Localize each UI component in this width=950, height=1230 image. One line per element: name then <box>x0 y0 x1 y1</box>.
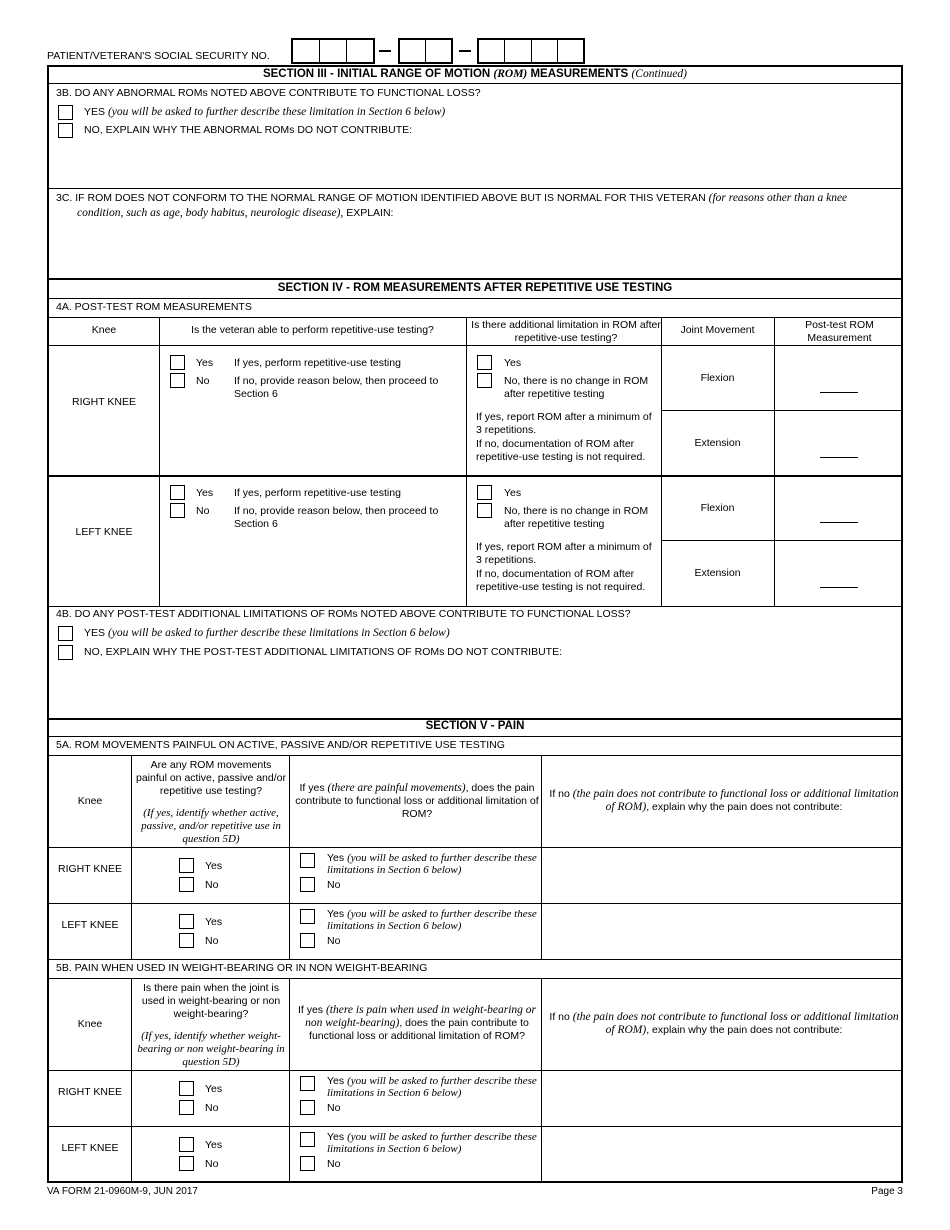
right-if-no-text: If no, provide reason below, then proceed to Section 6 <box>234 375 439 400</box>
5a-col-painful-note: (If yes, identify whether active, passive, and/or repetitive use in question 5D) <box>141 807 281 845</box>
left-add-yes-label: Yes <box>504 487 522 499</box>
question-4b: 4B. DO ANY POST-TEST ADDITIONAL LIMITATIONS OF ROMs NOTED ABOVE CONTRIBUTE TO FUNCTIONAL LOSS? <box>56 608 631 620</box>
question-3c: 3C. IF ROM DOES NOT CONFORM TO THE NORMAL RANGE OF MOTION IDENTIFIED ABOVE BUT IS NORMAL FOR THIS VETERAN (for reasons other than a knee condition, such as age, body habitus, neurologic disease), EXPLAIN: <box>56 192 848 219</box>
q3b-yes-checkbox[interactable] <box>58 105 73 120</box>
left-flexion-field[interactable] <box>820 522 858 523</box>
ssn-label: PATIENT/VETERAN'S SOCIAL SECURITY NO. <box>47 50 270 62</box>
left-able-yes-label: Yes <box>196 487 214 499</box>
left-knee-label: LEFT KNEE <box>75 526 133 538</box>
right-add-yes-label: Yes <box>504 357 522 369</box>
right-report-b: If no, documentation of ROM after repetitive-use testing is not required. <box>476 438 646 463</box>
5b-right-pain-no-checkbox[interactable] <box>179 1100 194 1115</box>
5b-right-contribute-yes-label: Yes (you will be asked to further describe these limitations in Section 6 below) <box>327 1075 537 1099</box>
5b-right-contribute-yes-checkbox[interactable] <box>300 1076 315 1091</box>
5b-col-pain: Is there pain when the joint is used in weight-bearing or non weight-bearing? <box>141 982 281 1020</box>
5b-left-explain-field[interactable] <box>545 1128 900 1180</box>
5b-left-pain-no-label: No <box>205 1158 219 1170</box>
right-add-yes-checkbox[interactable] <box>477 355 492 370</box>
question-5a: 5A. ROM MOVEMENTS PAINFUL ON ACTIVE, PASSIVE AND/OR REPETITIVE USE TESTING <box>56 739 505 751</box>
5b-right-contribute-no-label: No <box>327 1102 341 1114</box>
section-4-title: SECTION IV - ROM MEASUREMENTS AFTER REPETITIVE USE TESTING <box>277 282 673 294</box>
question-3b: 3B. DO ANY ABNORMAL ROMs NOTED ABOVE CONTRIBUTE TO FUNCTIONAL LOSS? <box>56 87 481 99</box>
ssn-dash <box>379 50 391 52</box>
q4b-explanation-field[interactable] <box>79 663 879 715</box>
5a-right-contribute-no-checkbox[interactable] <box>300 877 315 892</box>
right-flexion-field[interactable] <box>820 392 858 393</box>
right-flexion-label: Flexion <box>700 372 735 384</box>
5b-left-pain-yes-checkbox[interactable] <box>179 1137 194 1152</box>
left-extension-field[interactable] <box>820 587 858 588</box>
left-able-no-checkbox[interactable] <box>170 503 185 518</box>
5a-col-knee: Knee <box>77 795 103 807</box>
5a-left-explain-field[interactable] <box>545 905 900 957</box>
right-able-yes-label: Yes <box>196 357 214 369</box>
5b-left-contribute-no-checkbox[interactable] <box>300 1156 315 1171</box>
left-report-b: If no, documentation of ROM after repetitive-use testing is not required. <box>476 568 646 593</box>
question-5b: 5B. PAIN WHEN USED IN WEIGHT-BEARING OR IN NON WEIGHT-BEARING <box>56 962 428 974</box>
q3b-no-checkbox[interactable] <box>58 123 73 138</box>
q4b-yes-label: YES (you will be asked to further describe these limitations in Section 6 below) <box>84 627 450 639</box>
col-knee: Knee <box>91 324 117 336</box>
5b-left-contribute-no-label: No <box>327 1158 341 1170</box>
5a-left-contribute-yes-label: Yes (you will be asked to further describe these limitations in Section 6 below) <box>327 908 537 932</box>
5a-col-explain: If no (the pain does not contribute to functional loss or additional limitation of ROM), explain why the pain does not contribute: <box>549 788 899 813</box>
5a-right-painful-yes-label: Yes <box>205 860 223 872</box>
5a-right-explain-field[interactable] <box>545 849 900 901</box>
5b-right-pain-yes-checkbox[interactable] <box>179 1081 194 1096</box>
5a-col-contribute: If yes (there are painful movements), does the pain contribute to functional loss or additional limitation of ROM? <box>295 782 539 820</box>
q4b-no-checkbox[interactable] <box>58 645 73 660</box>
5a-right-knee-label: RIGHT KNEE <box>58 863 122 875</box>
5a-right-contribute-yes-label: Yes (you will be asked to further describe these limitations in Section 6 below) <box>327 852 537 876</box>
5a-left-painful-yes-checkbox[interactable] <box>179 914 194 929</box>
q4b-yes-checkbox[interactable] <box>58 626 73 641</box>
left-able-yes-checkbox[interactable] <box>170 485 185 500</box>
5a-left-painful-no-checkbox[interactable] <box>179 933 194 948</box>
section-5-title: SECTION V - PAIN <box>425 720 525 732</box>
5a-left-contribute-yes-checkbox[interactable] <box>300 909 315 924</box>
right-add-no-checkbox[interactable] <box>477 373 492 388</box>
right-add-no-label: No, there is no change in ROM after repetitive testing <box>504 375 649 400</box>
left-add-no-label: No, there is no change in ROM after repetitive testing <box>504 505 649 530</box>
5a-left-painful-no-label: No <box>205 935 219 947</box>
left-add-no-checkbox[interactable] <box>477 503 492 518</box>
col-additional: Is there additional limitation in ROM after repetitive-use testing? <box>471 319 661 344</box>
5a-right-painful-no-checkbox[interactable] <box>179 877 194 892</box>
5b-left-knee-label: LEFT KNEE <box>61 1142 119 1154</box>
right-able-no-label: No <box>196 375 210 387</box>
col-joint-movement: Joint Movement <box>680 324 755 336</box>
left-if-no-text: If no, provide reason below, then proceed to Section 6 <box>234 505 439 530</box>
right-knee-label: RIGHT KNEE <box>72 396 136 408</box>
left-flexion-label: Flexion <box>700 502 735 514</box>
5b-right-knee-label: RIGHT KNEE <box>58 1086 122 1098</box>
ssn-field-part3[interactable] <box>477 38 585 64</box>
col-post-test: Post-test ROM Measurement <box>805 319 874 344</box>
5b-right-contribute-no-checkbox[interactable] <box>300 1100 315 1115</box>
col-able: Is the veteran able to perform repetitive-use testing? <box>191 324 434 336</box>
5a-left-contribute-no-checkbox[interactable] <box>300 933 315 948</box>
5a-left-knee-label: LEFT KNEE <box>61 919 119 931</box>
q3b-explanation-field[interactable] <box>79 141 879 187</box>
5b-left-contribute-yes-label: Yes (you will be asked to further describe these limitations in Section 6 below) <box>327 1131 537 1155</box>
page-number: Page 3 <box>871 1186 903 1197</box>
right-extension-field[interactable] <box>820 457 858 458</box>
right-extension-label: Extension <box>694 437 741 449</box>
left-able-no-label: No <box>196 505 210 517</box>
5b-left-contribute-yes-checkbox[interactable] <box>300 1132 315 1147</box>
5b-right-pain-yes-label: Yes <box>205 1083 223 1095</box>
5b-col-pain-note: (If yes, identify whether weight-bearing or non weight-bearing in question 5D) <box>137 1030 285 1068</box>
5b-right-pain-no-label: No <box>205 1102 219 1114</box>
right-report-a: If yes, report ROM after a minimum of 3 repetitions. <box>476 411 652 436</box>
5a-right-contribute-yes-checkbox[interactable] <box>300 853 315 868</box>
section-3-title: SECTION III - INITIAL RANGE OF MOTION (ROM) MEASUREMENTS (Continued) <box>262 68 688 80</box>
right-if-yes-text: If yes, perform repetitive-use testing <box>234 357 401 369</box>
5a-left-contribute-no-label: No <box>327 935 341 947</box>
right-able-yes-checkbox[interactable] <box>170 355 185 370</box>
left-report-a: If yes, report ROM after a minimum of 3 repetitions. <box>476 541 652 566</box>
5b-col-knee: Knee <box>77 1018 103 1030</box>
form-number: VA FORM 21-0960M-9, JUN 2017 <box>47 1186 198 1197</box>
q3b-no-label: NO, EXPLAIN WHY THE ABNORMAL ROMs DO NOT CONTRIBUTE: <box>84 124 413 136</box>
q3b-yes-label: YES (you will be asked to further describe these limitation in Section 6 below) <box>84 106 446 118</box>
5a-col-painful: Are any ROM movements painful on active, passive and/or repetitive use testing? <box>135 759 286 797</box>
ssn-dash <box>459 50 471 52</box>
5b-col-contribute: If yes (there is pain when used in weight-bearing or non weight-bearing), does the pain contribute to functional loss or additional limitation of ROM? <box>297 1004 537 1042</box>
ssn-field-part2[interactable] <box>398 38 453 64</box>
q3c-explanation-field[interactable] <box>79 225 879 275</box>
right-able-no-checkbox[interactable] <box>170 373 185 388</box>
left-if-yes-text: If yes, perform repetitive-use testing <box>234 487 401 499</box>
form-frame <box>47 65 903 1183</box>
5b-left-pain-yes-label: Yes <box>205 1139 223 1151</box>
left-extension-label: Extension <box>694 567 741 579</box>
5b-col-explain: If no (the pain does not contribute to functional loss or additional limitation of ROM), explain why the pain does not contribute: <box>549 1011 899 1036</box>
q4b-no-label: NO, EXPLAIN WHY THE POST-TEST ADDITIONAL LIMITATIONS OF ROMs DO NOT CONTRIBUTE: <box>84 646 563 658</box>
ssn-field-part1[interactable] <box>291 38 375 64</box>
5a-left-painful-yes-label: Yes <box>205 916 223 928</box>
5b-left-pain-no-checkbox[interactable] <box>179 1156 194 1171</box>
5b-right-explain-field[interactable] <box>545 1072 900 1124</box>
5a-right-painful-yes-checkbox[interactable] <box>179 858 194 873</box>
5a-right-contribute-no-label: No <box>327 879 341 891</box>
left-add-yes-checkbox[interactable] <box>477 485 492 500</box>
5a-right-painful-no-label: No <box>205 879 219 891</box>
question-4a: 4A. POST-TEST ROM MEASUREMENTS <box>56 301 252 313</box>
